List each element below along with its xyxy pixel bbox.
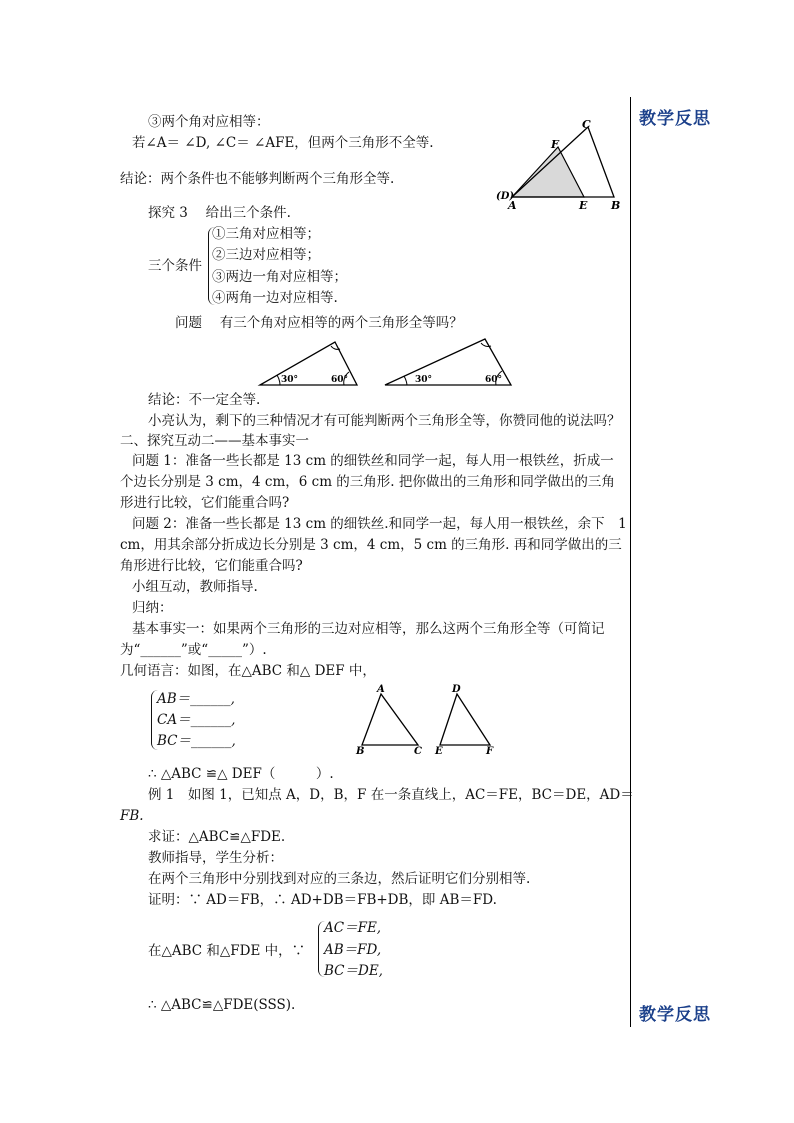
therefore-2: ∴ △ABC≌△FDE(SSS). (148, 997, 296, 1013)
label-c: C (582, 118, 591, 131)
example-1-line: FB. (120, 808, 144, 824)
shaded-triangle (512, 147, 584, 197)
label-f: F (486, 746, 494, 756)
analysis-text: 在两个三角形中分别找到对应的三条边，然后证明它们分别相等. (148, 871, 531, 887)
small-triangle (260, 342, 357, 385)
condition-1: ①三角对应相等； (212, 226, 320, 242)
condition-3: ③两边一角对应相等； (212, 269, 347, 285)
angle-30-label: 30° (415, 375, 433, 385)
label-c: C (414, 746, 422, 756)
question-1-line: 个边长分别是 3 cm，4 cm，6 cm 的三角形. 把你做出的三角形和同学做出的三角 (120, 474, 615, 490)
section-2-heading: 二、探究互动二——基本事实一 (120, 433, 309, 449)
geometry-ca: CA＝______, (157, 712, 236, 728)
label-a: A (508, 199, 517, 212)
teacher-guide: 教师指导，学生分析： (148, 850, 283, 866)
xiaoliang-text: 小亮认为，剩下的三种情况才有可能判断两个三角形全等，你赞同他的说法吗？ (148, 413, 621, 429)
condition-2: ②三边对应相等； (212, 247, 320, 263)
conclusion-2: 结论：不一定全等. (148, 392, 261, 408)
label-f: F (551, 138, 559, 151)
label-e: E (435, 746, 443, 756)
teaching-reflection-label: 教学反思 (639, 109, 711, 129)
angle-60-label: 60° (485, 375, 503, 385)
angle-triangles-figure (255, 336, 517, 388)
label-a: A (377, 684, 385, 695)
sidebar-divider (630, 97, 631, 1027)
large-triangle (385, 339, 511, 385)
label-b: B (356, 746, 365, 756)
therefore-1: ∴ △ABC ≌△ DEF（ ）. (148, 766, 334, 782)
geometry-bc: BC＝______, (157, 733, 236, 749)
proof-line: 证明：∵ AD＝FB，∴ AD+DB＝FB+DB，即 AB＝FD. (148, 892, 497, 908)
triangle-abc (362, 694, 418, 745)
group-activity: 小组互动，教师指导. (132, 579, 258, 595)
label-d: (D) (496, 191, 515, 202)
geometry-ab: AB＝______, (157, 691, 235, 707)
label-e: E (579, 199, 588, 212)
proof-bc: BC＝DE, (324, 963, 383, 979)
label-d: D (452, 684, 461, 695)
geometry-language: 几何语言：如图，在△ABC 和△ DEF 中， (120, 663, 376, 679)
question: 问题 有三个角对应相等的两个三角形全等吗？ (175, 315, 463, 331)
basic-fact-line: 基本事实一：如果两个三角形的三边对应相等，那么这两个三角形全等（可简记 (132, 621, 605, 637)
summary-label: 归纳： (132, 600, 173, 616)
question-2-line: 角形进行比较，它们能重合吗? (120, 558, 303, 574)
question-1-line: 形进行比较，它们能重合吗? (120, 495, 290, 511)
prove-statement: 求证：△ABC≌△FDE. (148, 829, 286, 845)
basic-fact-line: 为“______”或“_____”）. (120, 642, 267, 658)
label-b: B (611, 199, 621, 212)
three-conditions-label: 三个条件 (148, 258, 202, 274)
teaching-reflection-label: 教学反思 (639, 1005, 711, 1025)
triangle-figure-1 (495, 115, 625, 213)
conclusion-1: 结论：两个条件也不能够判断两个三角形全等. (120, 171, 395, 187)
triangle-figure-2 (352, 680, 502, 756)
proof-in-triangles: 在△ABC 和△FDE 中，∵ (148, 943, 306, 959)
case3-body: 若∠A＝ ∠D, ∠C＝ ∠AFE，但两个三角形不全等. (132, 135, 434, 151)
question-2-line: cm，用其余部分折成边长分别是 3 cm，4 cm，5 cm 的三角形. 再和同学做出的三 (120, 537, 622, 553)
triangle-def (440, 694, 490, 745)
case3-title: ③两个角对应相等： (148, 114, 270, 130)
proof-ac: AC＝FE, (324, 920, 382, 936)
question-2-line: 问题 2：准备一些长都是 13 cm 的细铁丝.和同学一起，每人用一根铁丝，余下 1 (132, 516, 627, 532)
explore-3: 探究 3 给出三个条件. (148, 205, 291, 221)
example-1-line: 例 1 如图 1，已知点 A，D，B，F 在一条直线上，AC＝FE，BC＝DE，AD＝ (148, 787, 634, 803)
angle-30-label: 30° (281, 375, 299, 385)
angle-60-label: 60° (331, 375, 349, 385)
condition-4: ④两角一边对应相等. (212, 290, 338, 306)
proof-ab: AB＝FD, (324, 942, 382, 958)
question-1-line: 问题 1：准备一些长都是 13 cm 的细铁丝和同学一起，每人用一根铁丝，折成一 (132, 453, 614, 469)
